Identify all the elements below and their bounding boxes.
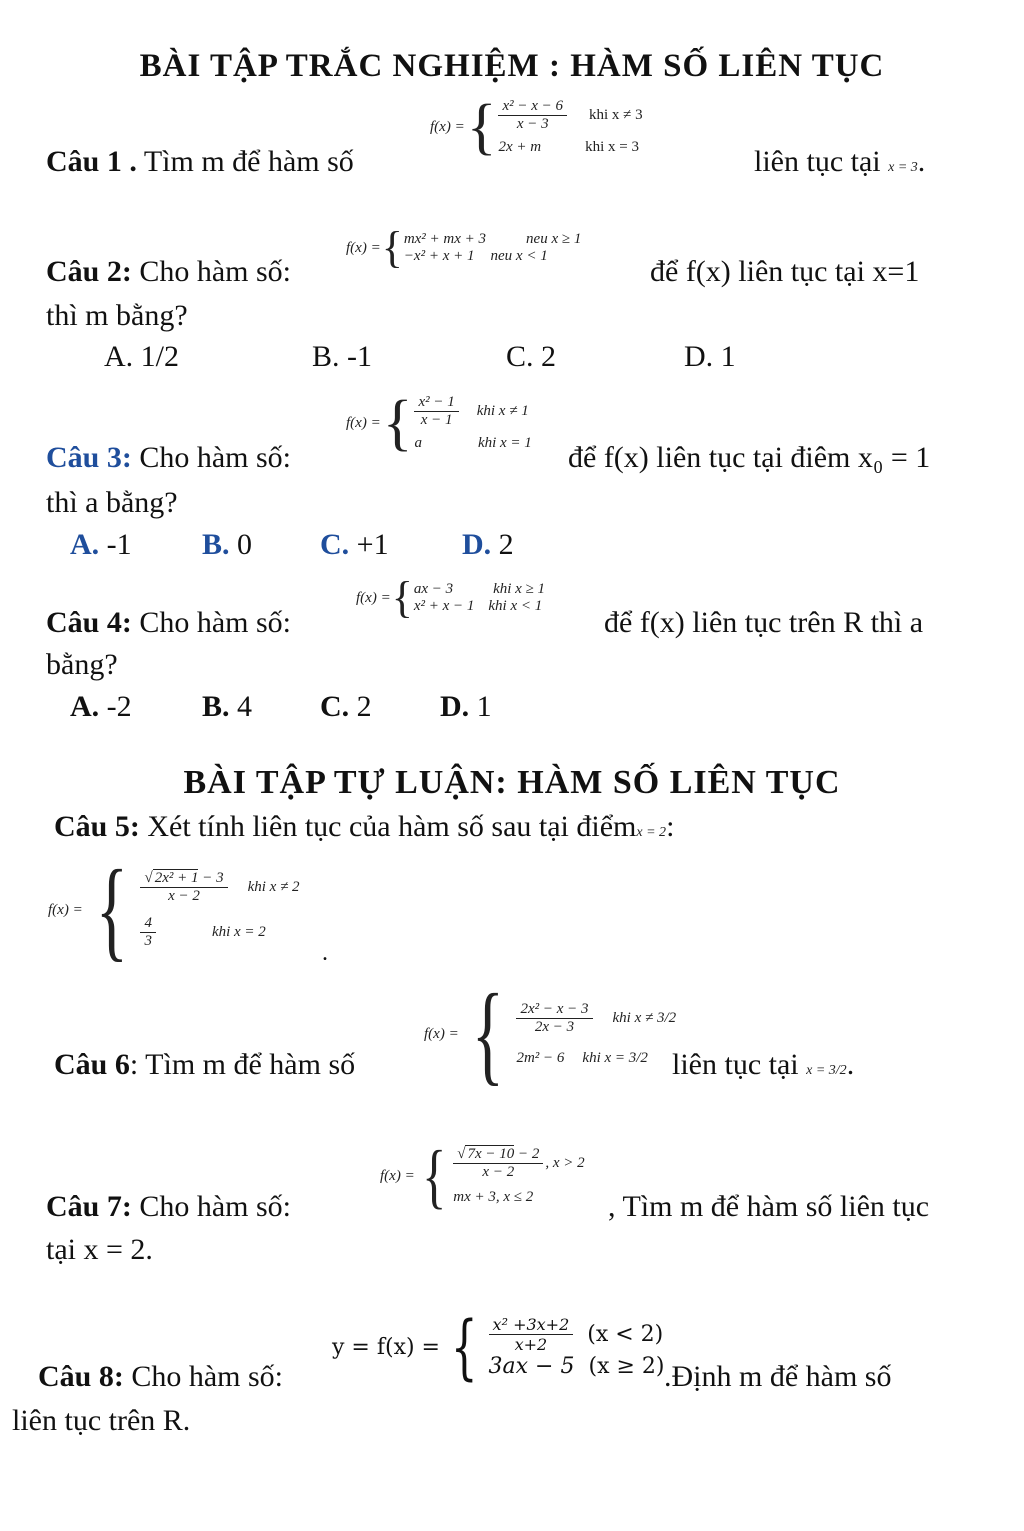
q3-r2-expr: a xyxy=(414,435,422,451)
q3-option-c-value: +1 xyxy=(356,528,389,561)
q7-r1-den: x − 2 xyxy=(482,1164,515,1180)
q3-label: Câu 3: xyxy=(46,441,132,474)
q4-option-c-value: 2 xyxy=(356,690,372,723)
q7-f-lhs: f(x) = xyxy=(380,1167,415,1184)
q5-end: : xyxy=(666,810,675,843)
q3-text: Cho hàm số: xyxy=(139,441,292,474)
q3-option-d[interactable] xyxy=(462,528,514,562)
q8-tail: .Định m để hàm số xyxy=(664,1360,892,1393)
q1-tail-text: liên tục tại xyxy=(754,145,881,178)
q6-text: : Tìm m để hàm số xyxy=(129,1048,356,1081)
q2-text: Cho hàm số: xyxy=(139,255,292,288)
question-3 xyxy=(46,441,291,475)
q6-formula: f(x) = { $\frac{\text{2x² − x − 3}}{2x - 3}$ khi x ≠ 3/2 2m² − 6 khi x = 3/2 xyxy=(424,972,677,1096)
q4-line2: bằng? xyxy=(46,648,118,681)
q2-formula: f(x) = { mx² + mx + 3 neu x ≥ 1 −x² + x + 1 neu x < 1 xyxy=(346,223,582,272)
q4-option-d[interactable] xyxy=(440,690,492,724)
q3-option-a-letter: A. xyxy=(70,528,100,561)
q5-label: Câu 5: xyxy=(54,810,140,843)
q3-option-c[interactable] xyxy=(320,528,389,562)
q2-tail: để f(x) liên tục tại x=1 xyxy=(650,255,920,288)
q6-point: x = 3/2 xyxy=(806,1063,847,1078)
q1-tail xyxy=(754,145,925,179)
q4-text: Cho hàm số: xyxy=(139,606,292,639)
q2-option-b[interactable]: B. -1 xyxy=(312,340,372,373)
q3-r1-cond: khi x ≠ 1 xyxy=(476,403,529,419)
q8-line2: liên tục trên R. xyxy=(12,1404,191,1437)
q7-r1-sqrt: 7x − 10 xyxy=(467,1146,515,1162)
q4-r2-cond: khi x < 1 xyxy=(488,598,543,614)
q6-tail xyxy=(672,1048,854,1082)
q3-option-d-letter: D. xyxy=(462,528,492,561)
question-8 xyxy=(38,1360,283,1394)
q5-f-lhs: f(x) = xyxy=(48,901,83,918)
q3-r1-den: x − 1 xyxy=(420,412,453,428)
q4-option-b-letter: B. xyxy=(202,690,230,723)
page-title: BÀI TẬP TRẮC NGHIỆM : HÀM SỐ LIÊN TỤC xyxy=(139,48,885,84)
q4-r1-cond: khi x ≥ 1 xyxy=(493,581,546,597)
q6-r1-num: 2x² − x − 3 xyxy=(516,1001,592,1019)
q4-option-a-letter: A. xyxy=(70,690,100,723)
q7-line2: tại x = 2. xyxy=(46,1233,153,1266)
q4-option-b-value: 4 xyxy=(237,690,253,723)
question-1 xyxy=(46,145,354,179)
q1-end: . xyxy=(917,145,926,178)
q7-tail: , Tìm m để hàm số liên tục xyxy=(608,1190,930,1223)
q8-f-lhs: y = f(x) = xyxy=(332,1334,440,1360)
q4-label: Câu 4: xyxy=(46,606,132,639)
q3-option-c-letter: C. xyxy=(320,528,350,561)
q1-r1-cond: khi x ≠ 3 xyxy=(589,107,643,123)
q2-option-c[interactable]: C. 2 xyxy=(506,340,557,373)
q2-r2-expr: −x² + x + 1 xyxy=(403,248,475,264)
q8-r1-cond: (x < 2) xyxy=(587,1322,664,1347)
q1-label: Câu 1 . xyxy=(46,145,137,178)
q2-r1-expr: mx² + mx + 3 xyxy=(403,231,487,247)
q7-r1-cond: , x > 2 xyxy=(545,1155,585,1171)
q6-f-lhs: f(x) = xyxy=(424,1025,459,1042)
q7-r2-expr: mx + 3, x ≤ 2 xyxy=(453,1189,534,1205)
q5-r2-num: 4 xyxy=(140,915,156,933)
q3-option-b-value: 0 xyxy=(237,528,253,561)
question-6 xyxy=(54,1048,355,1082)
q1-text: Tìm m để hàm số xyxy=(143,145,354,178)
question-5 xyxy=(54,810,674,844)
q3-option-a[interactable] xyxy=(70,528,132,562)
question-7 xyxy=(46,1190,291,1224)
q3-option-d-value: 2 xyxy=(498,528,514,561)
q7-formula: f(x) = { $\frac{√ 7x - 10 - 2}{x - 2}$ , x > 2 mx + 3, x ≤ 2 xyxy=(380,1136,585,1216)
q8-r2-cond: (x ≥ 2) xyxy=(588,1354,665,1379)
q6-label: Câu 6 xyxy=(54,1048,130,1081)
q5-formula: f(x) = { $\frac{\text{√ 2x² + 1 − 3}}{x - 2}$ khi x ≠ 2 $\frac{4}{3}$ khi x = 2 xyxy=(48,848,300,972)
q5-r1-sqrt: 2x² + 1 xyxy=(154,870,199,886)
q6-r1-cond: khi x ≠ 3/2 xyxy=(612,1010,677,1026)
q1-r2-expr: 2x + m xyxy=(498,139,542,155)
q1-r1-num: x² − x − 6 xyxy=(498,98,567,116)
q3-formula: f(x) = { $\frac{\text{x² − 1}}{x - 1}$ khi x ≠ 1 a khi x = 1 xyxy=(346,389,532,457)
q3-r1-num: x² − 1 xyxy=(414,394,458,412)
q2-r2-cond: neu x < 1 xyxy=(490,248,548,264)
q5-r2-cond: khi x = 2 xyxy=(211,924,266,940)
q7-text: Cho hàm số: xyxy=(139,1190,292,1223)
q7-r1-num-tail: − 2 xyxy=(518,1146,540,1162)
q4-f-lhs: f(x) = xyxy=(356,589,391,606)
q4-option-b[interactable] xyxy=(202,690,252,724)
q5-point: x = 2 xyxy=(636,825,667,840)
essay-title: BÀI TẬP TỰ LUẬN: HÀM SỐ LIÊN TỤC xyxy=(183,764,841,801)
q3-option-b[interactable] xyxy=(202,528,252,562)
q6-r1-den: 2x − 3 xyxy=(534,1019,575,1035)
q8-formula: y = f(x) = { $\frac{\text{x² +3x+2}}{x+2}$ (x < 2) 3ax − 5 (x ≥ 2) xyxy=(332,1306,665,1388)
q4-option-d-letter: D. xyxy=(440,690,470,723)
q4-option-d-value: 1 xyxy=(476,690,492,723)
q2-line2: thì m bằng? xyxy=(46,299,188,332)
q8-text: Cho hàm số: xyxy=(131,1360,284,1393)
question-4 xyxy=(46,606,291,640)
q6-tail-text: liên tục tại xyxy=(672,1048,799,1081)
q1-formula: f(x) = { $\frac{\text{x² − x − 6}}{x - 3}$ khi x ≠ 3 2x + m khi x = 3 xyxy=(430,93,643,161)
q3-r2-cond: khi x = 1 xyxy=(477,435,532,451)
q4-r1-expr: ax − 3 xyxy=(413,581,454,597)
q4-option-c-letter: C. xyxy=(320,690,350,723)
question-2 xyxy=(46,255,291,289)
q8-label: Câu 8: xyxy=(38,1360,124,1393)
q5-r1-num-tail: − 3 xyxy=(202,870,224,886)
q6-r2-cond: khi x = 3/2 xyxy=(582,1050,648,1066)
q4-option-a-value: -2 xyxy=(106,690,132,723)
q4-tail: để f(x) liên tục trên R thì a xyxy=(604,606,924,639)
q4-option-a[interactable] xyxy=(70,690,132,724)
q1-r1-den: x − 3 xyxy=(516,116,549,132)
q8-r1-den: x+2 xyxy=(514,1335,548,1354)
q3-tail: để f(x) liên tục tại điêm x₀ = 1 xyxy=(568,441,931,474)
q4-formula: f(x) = { ax − 3 khi x ≥ 1 x² + x − 1 khi x < 1 xyxy=(356,573,546,622)
q2-option-a[interactable]: A. 1/2 xyxy=(104,340,179,373)
q1-r2-cond: khi x = 3 xyxy=(585,139,639,155)
q2-option-d[interactable]: D. 1 xyxy=(684,340,736,373)
q6-r2-expr: 2m² − 6 xyxy=(516,1050,565,1066)
q4-r2-expr: x² + x − 1 xyxy=(413,598,475,614)
q5-text: Xét tính liên tục của hàm số sau tại điểm xyxy=(147,810,637,843)
q5-r1-cond: khi x ≠ 2 xyxy=(247,879,300,895)
q6-end: . xyxy=(846,1048,855,1081)
q5-r1-den: x − 2 xyxy=(168,888,200,904)
q4-option-c[interactable] xyxy=(320,690,372,724)
q8-r1-num: x² +3x+2 xyxy=(489,1315,574,1335)
q7-label: Câu 7: xyxy=(46,1190,132,1223)
q1-point: x = 3 xyxy=(888,160,918,175)
q2-label: Câu 2: xyxy=(46,255,132,288)
q8-r2-expr: 3ax − 5 xyxy=(488,1354,575,1379)
q3-f-lhs: f(x) = xyxy=(346,414,381,431)
q1-f-lhs: f(x) = xyxy=(430,118,465,135)
q5-end2: . xyxy=(322,940,328,966)
q2-r1-cond: neu x ≥ 1 xyxy=(526,231,582,247)
q3-option-a-value: -1 xyxy=(106,528,132,561)
q5-r2-den: 3 xyxy=(144,933,152,949)
q3-line2: thì a bằng? xyxy=(46,486,178,519)
q2-f-lhs: f(x) = xyxy=(346,239,381,256)
q3-option-b-letter: B. xyxy=(202,528,230,561)
